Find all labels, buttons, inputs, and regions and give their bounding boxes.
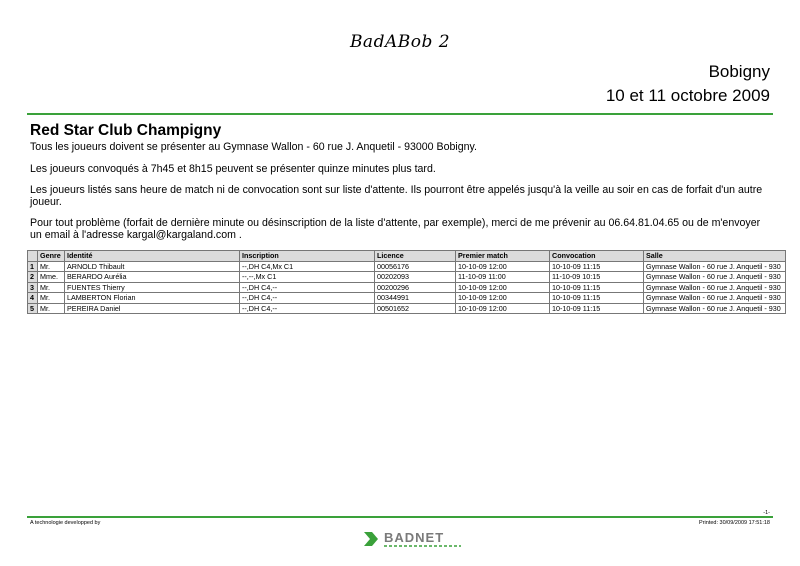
row-number: 4 xyxy=(28,293,38,304)
cell-convocation: 10-10-09 11:15 xyxy=(550,261,644,272)
table-row xyxy=(28,272,786,283)
footer-printed-date: Printed: 30/09/2009 17:51:18 xyxy=(699,520,770,526)
column-header: Licence xyxy=(375,251,456,262)
column-header: Convocation xyxy=(550,251,644,262)
cell-premier-match: 10-10-09 12:00 xyxy=(456,282,550,293)
header-divider xyxy=(27,113,773,115)
table-row xyxy=(28,293,786,304)
info-paragraph: Les joueurs listés sans heure de match ni de convocation sont sur liste d'attente. Ils pourront être appelés jusqu'à la veille au soir en cas de forfait d'un autre joueur. xyxy=(30,184,763,208)
cell-convocation: 11-10-09 10:15 xyxy=(550,272,644,283)
cell-licence: 00200296 xyxy=(375,282,456,293)
info-paragraph: Tous les joueurs doivent se présenter au Gymnase Wallon - 60 rue J. Anquetil - 93000 Bobigny. xyxy=(30,141,477,153)
cell-salle: Gymnase Wallon - 60 rue J. Anquetil - 930 xyxy=(644,303,786,314)
club-name: Red Star Club Champigny xyxy=(30,122,222,139)
column-header: Genre xyxy=(38,251,65,262)
cell-inscription: --,--,Mx C1 xyxy=(240,272,375,283)
footer-credit: A technologie developped by xyxy=(30,520,101,526)
row-number: 1 xyxy=(28,261,38,272)
column-header: Identité xyxy=(65,251,240,262)
cell-identite: BERARDO Aurélia xyxy=(65,272,240,283)
players-table xyxy=(27,250,786,314)
cell-licence: 00056176 xyxy=(375,261,456,272)
cell-genre: Mr. xyxy=(38,261,65,272)
cell-genre: Mme. xyxy=(38,272,65,283)
badnet-logo xyxy=(364,528,464,555)
info-paragraph: Les joueurs convoqués à 7h45 et 8h15 peuvent se présenter quinze minutes plus tard. xyxy=(30,163,436,175)
cell-convocation: 10-10-09 11:15 xyxy=(550,282,644,293)
cell-premier-match: 10-10-09 12:00 xyxy=(456,293,550,304)
page-number: -1- xyxy=(763,510,770,516)
row-number: 2 xyxy=(28,272,38,283)
cell-licence: 00501652 xyxy=(375,303,456,314)
info-paragraph: Pour tout problème (forfait de dernière minute ou désinscription de la liste d'attente, par exemple), merci de me prévenir au 06.64.81.04.65 ou de m'envoyer un email à l'adresse kargal@kargaland.com . xyxy=(30,217,761,241)
footer-divider xyxy=(27,516,773,518)
row-number: 3 xyxy=(28,282,38,293)
cell-identite: PEREIRA Daniel xyxy=(65,303,240,314)
table-row xyxy=(28,261,786,272)
cell-salle: Gymnase Wallon - 60 rue J. Anquetil - 930 xyxy=(644,293,786,304)
cell-inscription: --,DH C4,-- xyxy=(240,282,375,293)
event-city: Bobigny xyxy=(708,62,770,81)
cell-identite: ARNOLD Thibault xyxy=(65,261,240,272)
cell-inscription: --,DH C4,-- xyxy=(240,303,375,314)
cell-genre: Mr. xyxy=(38,303,65,314)
cell-salle: Gymnase Wallon - 60 rue J. Anquetil - 930 xyxy=(644,272,786,283)
cell-salle: Gymnase Wallon - 60 rue J. Anquetil - 930 xyxy=(644,261,786,272)
cell-genre: Mr. xyxy=(38,282,65,293)
row-number: 5 xyxy=(28,303,38,314)
column-header xyxy=(28,251,38,262)
cell-salle: Gymnase Wallon - 60 rue J. Anquetil - 930 xyxy=(644,282,786,293)
cell-licence: 00344991 xyxy=(375,293,456,304)
cell-identite: FUENTES Thierry xyxy=(65,282,240,293)
cell-genre: Mr. xyxy=(38,293,65,304)
column-header: Premier match xyxy=(456,251,550,262)
cell-licence: 00202093 xyxy=(375,272,456,283)
table-row xyxy=(28,303,786,314)
cell-convocation: 10-10-09 11:15 xyxy=(550,303,644,314)
cell-premier-match: 11-10-09 11:00 xyxy=(456,272,550,283)
cell-inscription: --,DH C4,Mx C1 xyxy=(240,261,375,272)
event-dates: 10 et 11 octobre 2009 xyxy=(605,86,770,105)
document-title: BadABob 2 xyxy=(349,32,451,52)
column-header: Inscription xyxy=(240,251,375,262)
table-row xyxy=(28,282,786,293)
cell-premier-match: 10-10-09 12:00 xyxy=(456,261,550,272)
column-header: Salle xyxy=(644,251,786,262)
badnet-logo-text: BADNET xyxy=(384,530,445,545)
table-header-row xyxy=(28,251,786,262)
cell-inscription: --,DH C4,-- xyxy=(240,293,375,304)
cell-identite: LAMBERTON Florian xyxy=(65,293,240,304)
cell-convocation: 10-10-09 11:15 xyxy=(550,293,644,304)
cell-premier-match: 10-10-09 12:00 xyxy=(456,303,550,314)
